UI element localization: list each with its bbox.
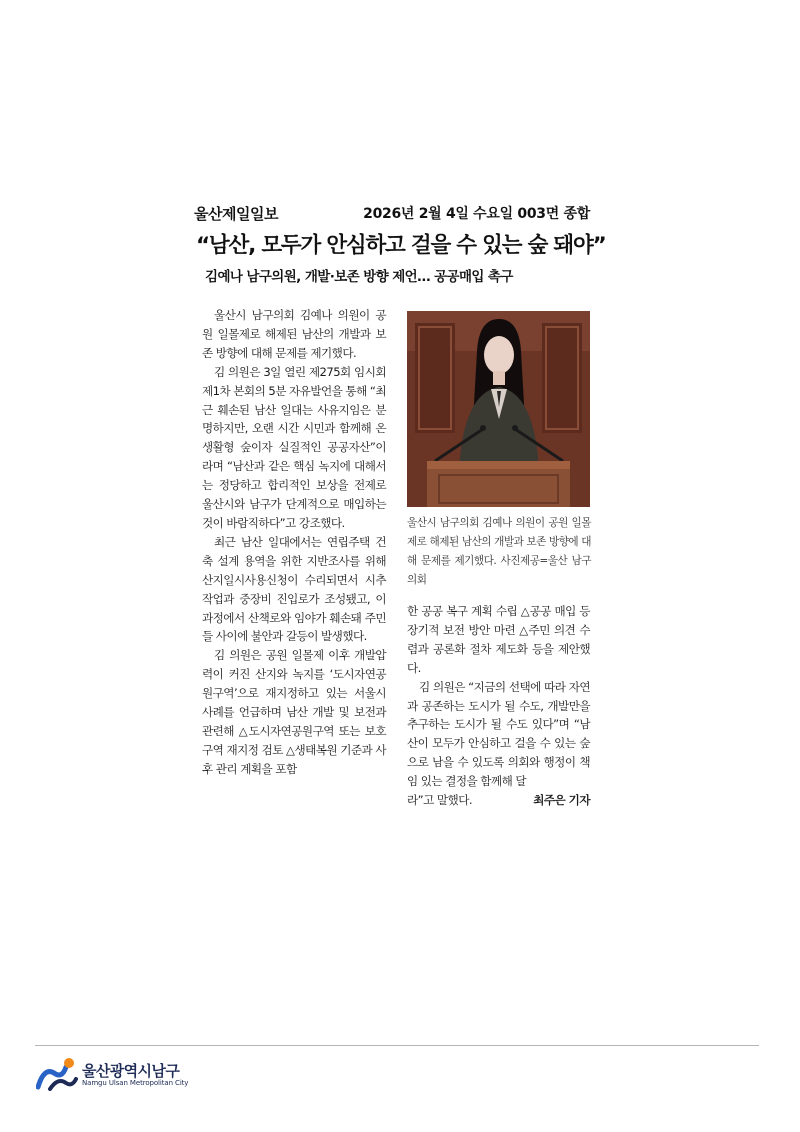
body-paragraph: 김 의원은 “지금의 선택에 따라 자연과 공존하는 도시가 될 수도, 개발만을 추구하는 도시가 될 수도 있다”며 “남산이 모두가 안심하고 걸을 수 있는 숲으로 남을 수 있도록 의회와 행정이 책임 있는 결정을 함께해 달 xyxy=(407,679,590,789)
body-paragraph: 김 의원은 3일 열린 제275회 임시회 제1차 본회의 5분 자유발언을 통해 “최근 훼손된 남산 일대는 사유지임은 분명하지만, 오랜 시간 시민과 함께해 온 생활형 숲이자 실질적인 공공자산”이라며 “남산과 같은 핵심 녹지에 대해서는 정당하고 합리적인 보상을 전제로 울산시와 남구가 단계적으로 매입하는 것이 바람직하다”고 강조했다. xyxy=(202,364,386,530)
body-paragraph: 울산시 남구의회 김예나 의원이 공원 일몰제로 해제된 남산의 개발과 보존 방향에 대해 문제를 제기했다. xyxy=(202,308,386,360)
namgu-emblem-icon xyxy=(36,1057,78,1091)
body-paragraph: 한 공공 복구 계획 수립 △공공 매입 등 장기적 보전 방안 마련 △주민 의견 수렴과 공론화 절차 제도화 등을 제안했다. xyxy=(407,604,590,675)
district-name: 울산광역시남구 xyxy=(82,1062,180,1080)
district-name-english: Namgu Ulsan Metropolitan City xyxy=(82,1079,189,1087)
publication-dateline: 2026년 2월 4일 수요일 003면 종합 xyxy=(363,206,590,222)
body-paragraph: 최근 남산 일대에서는 연립주택 건축 설계 용역을 위한 지반조사를 위해 산지일시사용신청이 수리되면서 시추 작업과 중장비 진입로가 조성됐고, 이 과정에서 산책로와 임야가 훼손돼 주민들 사이에 불안과 갈등이 발생했다. xyxy=(202,534,386,644)
article-body-left-column xyxy=(202,306,386,779)
closing-text: 라”고 말했다. xyxy=(407,793,472,808)
photo-caption: 울산시 남구의회 김예나 의원이 공원 일몰제로 해제된 남산의 개발과 보존 방향에 대해 문제를 제기했다. 사진제공=울산 남구의회 xyxy=(407,517,591,586)
reporter-byline: 최주은 기자 xyxy=(533,793,590,808)
masthead xyxy=(192,201,590,227)
closing-line xyxy=(407,791,590,810)
district-logo xyxy=(36,1057,216,1091)
newspaper-name: 울산제일일보 xyxy=(194,205,278,223)
article-headline: “남산, 모두가 안심하고 걸을 수 있는 숲 돼야” xyxy=(196,233,606,258)
article-body-right-column xyxy=(407,602,590,810)
footer-divider xyxy=(35,1045,759,1046)
body-paragraph: 김 의원은 공원 일몰제 이후 개발압력이 커진 산지와 녹지를 ‘도시자연공원구역’으로 재지정하고 있는 서울시 사례를 언급하며 남산 개발 및 보전과 관련해 △도시자연공원구역 또는 보호구역 재지정 검토 △생태복원 기준과 사후 관리 계획을 포함 xyxy=(202,648,386,776)
article-subheadline: 김예나 남구의원, 개발·보존 방향 제언… 공공매입 촉구 xyxy=(205,269,513,285)
article-photo xyxy=(407,311,590,507)
